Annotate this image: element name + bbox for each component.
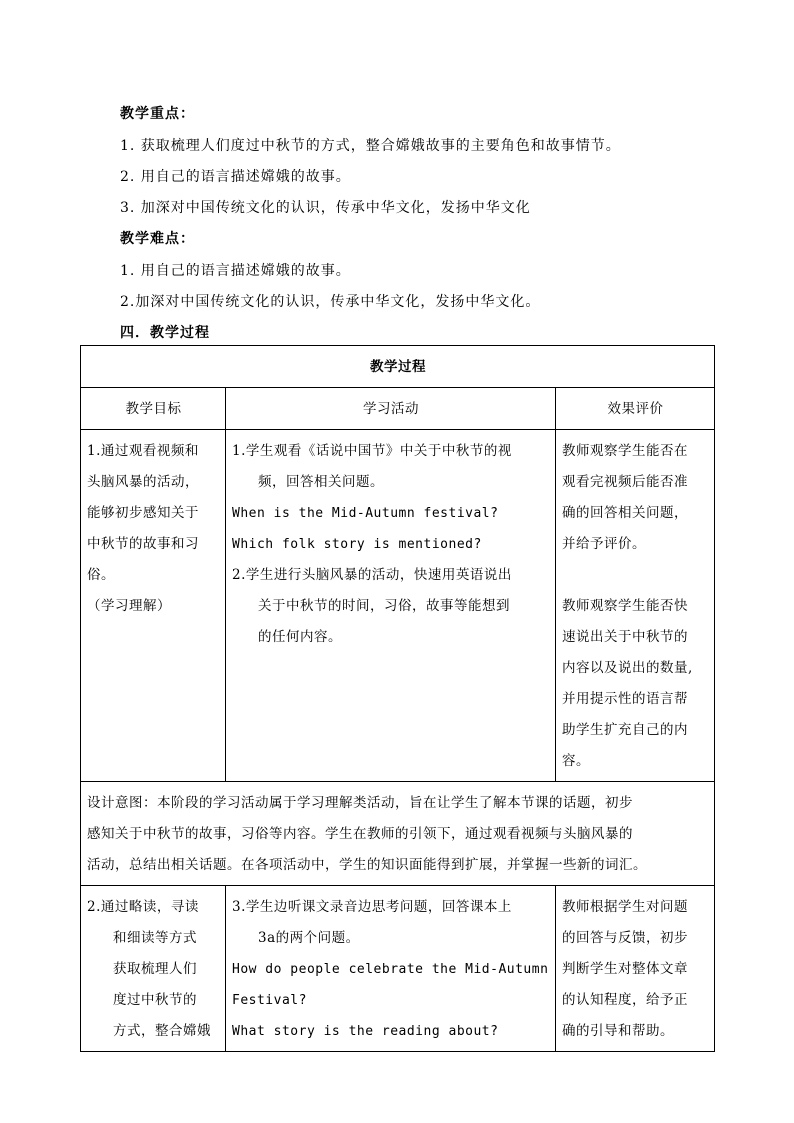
header-goal: 教学目标	[81, 388, 226, 430]
eval-line: 确的回答相关问题，	[562, 505, 688, 521]
activity-line: 的任何内容。	[258, 629, 342, 645]
goal-cell	[81, 886, 226, 1052]
header-evaluation: 效果评价	[556, 388, 715, 430]
activity-line: 3.学生边听课文录音边思考问题，回答课本上	[232, 899, 512, 915]
goal-line: 能够初步感知关于	[87, 505, 199, 521]
eval-line: 教师观察学生能否快	[562, 598, 688, 614]
eval-line: 的回答与反馈，初步	[562, 930, 688, 946]
eval-line: 助学生扩充自己的内	[562, 722, 688, 738]
spacer	[562, 560, 709, 591]
design-intent-cell	[81, 782, 715, 886]
goal-line: 中秋节的故事和习	[87, 536, 199, 552]
header-activity: 学习活动	[226, 388, 556, 430]
question-line: When is the Mid-Autumn festival?	[232, 506, 499, 521]
activity-line: 频，回答相关问题。	[258, 474, 384, 490]
design-intent-row	[81, 782, 715, 886]
difficult-point-1: 1. 用自己的语言描述嫦娥的故事。	[120, 263, 351, 279]
table-row	[81, 430, 715, 782]
eval-line: 内容以及说出的数量,	[562, 660, 693, 676]
question-line: Which folk story is mentioned?	[232, 537, 482, 552]
goal-line: 俗。	[87, 567, 115, 583]
activity-cell	[226, 886, 556, 1052]
eval-line: 容。	[562, 753, 590, 769]
eval-line: 的认知程度，给予正	[562, 992, 688, 1008]
section-heading: 四．教学过程	[120, 325, 210, 341]
goal-line: 和细读等方式	[113, 930, 197, 946]
eval-line: 确的引导和帮助。	[562, 1023, 674, 1039]
eval-line: 观看完视频后能否准	[562, 474, 688, 490]
table-row	[81, 886, 715, 1052]
goal-line: 方式，整合嫦娥	[113, 1023, 211, 1039]
activity-line: 2.学生进行头脑风暴的活动，快速用英语说出	[232, 567, 512, 583]
goal-line: 1.通过观看视频和	[87, 443, 199, 459]
activity-line: 1.学生观看《话说中国节》中关于中秋节的视	[232, 443, 512, 459]
goal-line: （学习理解）	[87, 598, 171, 614]
table-title: 教学过程	[81, 346, 715, 388]
eval-line: 速说出关于中秋节的	[562, 629, 688, 645]
eval-line: 教师根据学生对问题	[562, 899, 688, 915]
eval-line: 并给予评价。	[562, 536, 646, 552]
eval-line: 判断学生对整体文章	[562, 961, 688, 977]
difficult-point-2: 2.加深对中国传统文化的认识，传承中华文化，发扬中华文化。	[120, 294, 541, 310]
evaluation-cell	[556, 886, 715, 1052]
evaluation-cell	[556, 430, 715, 782]
question-line: What story is the reading about?	[232, 1024, 499, 1039]
key-point-1: 1. 获取梳理人们度过中秋节的方式，整合嫦娥故事的主要角色和故事情节。	[120, 138, 621, 154]
difficult-points-heading: 教学难点：	[120, 231, 195, 247]
key-point-2: 2. 用自己的语言描述嫦娥的故事。	[120, 169, 351, 185]
question-line: How do people celebrate the Mid-Autumn	[232, 962, 549, 977]
goal-line: 2.通过略读，寻读	[87, 899, 199, 915]
goal-line: 头脑风暴的活动，	[87, 474, 199, 490]
design-intent-line: 活动，总结出相关话题。在各项活动中，学生的知识面能得到扩展，并掌握一些新的词汇。	[87, 857, 647, 873]
key-points-heading: 教学重点：	[120, 106, 195, 122]
activity-line: 3a的两个问题。	[258, 930, 360, 946]
question-line: Festival?	[232, 993, 307, 1008]
goal-cell	[81, 430, 226, 782]
key-point-3: 3. 加深对中国传统文化的认识，传承中华文化，发扬中华文化	[120, 200, 531, 216]
eval-line: 教师观察学生能否在	[562, 443, 688, 459]
teaching-process-table	[80, 345, 715, 1052]
design-intent-line: 感知关于中秋节的故事，习俗等内容。学生在教师的引领下，通过观看视频与头脑风暴的	[87, 826, 633, 842]
goal-line: 获取梳理人们	[113, 961, 197, 977]
goal-line: 度过中秋节的	[113, 992, 197, 1008]
design-intent-line: 设计意图：本阶段的学习活动属于学习理解类活动，旨在让学生了解本节课的话题，初步	[87, 795, 633, 811]
activity-cell	[226, 430, 556, 782]
activity-line: 关于中秋节的时间，习俗，故事等能想到	[258, 598, 510, 614]
eval-line: 并用提示性的语言帮	[562, 691, 688, 707]
